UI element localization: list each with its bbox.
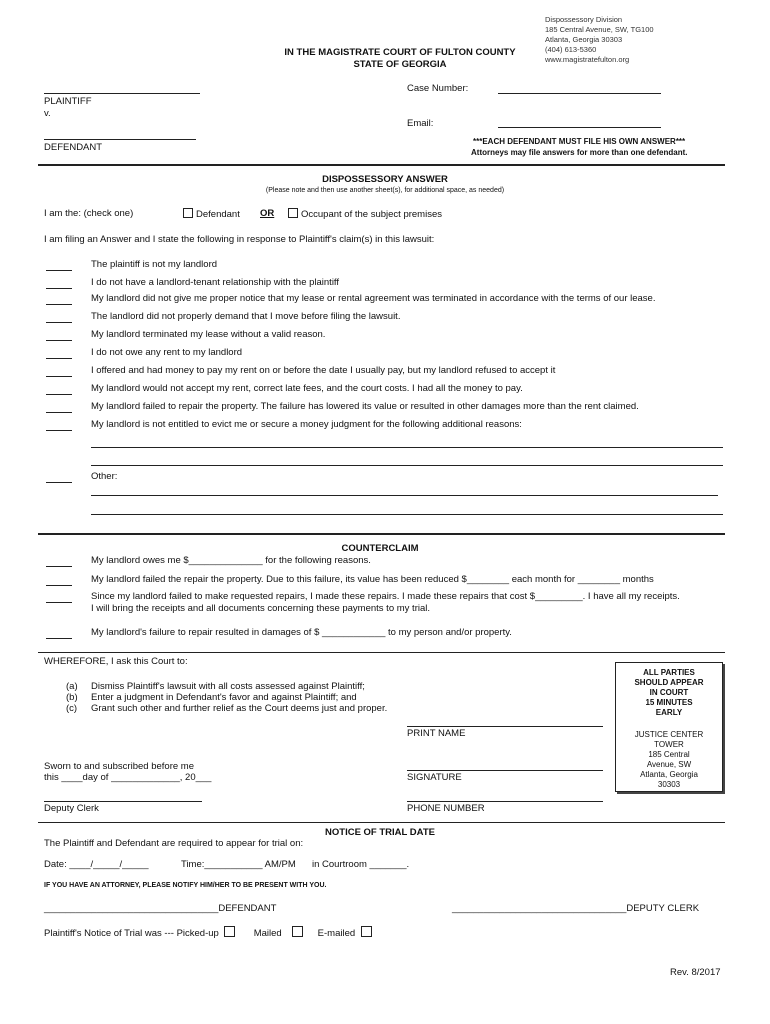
- notice-delivery-row: [44, 926, 375, 940]
- mailed-label: Mailed: [253, 928, 282, 939]
- address-line: www.magistratefulton.org: [545, 55, 630, 64]
- attorney-notify-notice: IF YOU HAVE AN ATTORNEY, PLEASE NOTIFY HIM/HER TO BE PRESENT WITH YOU.: [44, 882, 327, 889]
- answer-item: My landlord failed to repair the property. The failure has lowered its value or resulted in other damages more than the rent claimed.: [91, 401, 639, 412]
- case-number-field[interactable]: [498, 93, 661, 94]
- answer-intro: I am filing an Answer and I state the following in response to Plaintiff's claim(s) in this lawsuit:: [44, 234, 435, 245]
- counterclaim-item: My landlord owes me $______________ for the following reasons.: [91, 555, 371, 566]
- occupant-checkbox[interactable]: [288, 208, 298, 218]
- trial-date-field[interactable]: Date: ____/_____/_____: [44, 859, 149, 870]
- emailed-label: E-mailed: [317, 928, 356, 939]
- wherefore-item: Grant such other and further relief as the Court deems just and proper.: [91, 703, 388, 714]
- phone-number-label: PHONE NUMBER: [407, 803, 485, 814]
- deputy-clerk-label: Deputy Clerk: [44, 803, 99, 814]
- plaintiff-label: PLAINTIFF: [44, 96, 92, 107]
- parties-notice-line: ALL PARTIES: [643, 668, 695, 677]
- answer-item: I do not owe any rent to my landlord: [91, 347, 243, 358]
- answer-item: My landlord would not accept my rent, correct late fees, and the court costs. I had all the money to pay.: [91, 383, 523, 394]
- or-label: OR: [260, 208, 275, 219]
- parties-notice-line: EARLY: [655, 708, 683, 717]
- wherefore-item: Enter a judgment in Defendant's favor and against Plaintiff; and: [91, 692, 357, 703]
- trial-courtroom-field[interactable]: in Courtroom _______.: [312, 859, 410, 870]
- court-title: IN THE MAGISTRATE COURT OF FULTON COUNTY: [284, 47, 516, 58]
- counterclaim-checkline[interactable]: [46, 566, 72, 567]
- plaintiff-line[interactable]: [44, 93, 200, 94]
- answer-item: The landlord did not properly demand that I move before filing the lawsuit.: [91, 311, 401, 322]
- reason-line[interactable]: [91, 465, 723, 466]
- picked-up-checkbox[interactable]: [224, 926, 235, 937]
- versus-label: v.: [44, 108, 51, 119]
- trial-notice-title: NOTICE OF TRIAL DATE: [325, 827, 435, 838]
- other-label: Other:: [91, 471, 118, 482]
- answer-item: The plaintiff is not my landlord: [91, 259, 218, 270]
- emailed-checkbox[interactable]: [361, 926, 372, 937]
- wherefore-letter: (c): [66, 703, 78, 714]
- answer-notice: ***EACH DEFENDANT MUST FILE HIS OWN ANSWER***: [473, 137, 686, 146]
- parties-notice-line: 15 MINUTES: [645, 698, 693, 707]
- parties-notice-line: IN COURT: [649, 688, 689, 697]
- counterclaim-item: My landlord's failure to repair resulted in damages of $ ____________ to my person and/or property.: [91, 627, 512, 638]
- email-field[interactable]: [498, 127, 661, 128]
- courthouse-address-line: Avenue, SW: [646, 760, 692, 769]
- case-number-label: Case Number:: [407, 83, 469, 94]
- counterclaim-item: Since my landlord failed to make requested repairs, I made these repairs. I made these repairs that cost $_________. I have all my receipts.: [91, 591, 680, 602]
- defendant-label: DEFENDANT: [44, 142, 103, 153]
- section-divider: [38, 822, 725, 823]
- court-address: [545, 15, 654, 65]
- phone-number-line[interactable]: [407, 801, 603, 802]
- counterclaim-checkline[interactable]: [46, 585, 72, 586]
- answer-item: I do not have a landlord-tenant relationship with the plaintiff: [91, 277, 340, 288]
- address-line: Dispossessory Division: [545, 15, 623, 24]
- address-line: 185 Central Avenue, SW, TG100: [545, 25, 654, 34]
- email-label: Email:: [407, 118, 434, 129]
- courthouse-address-line: 185 Central: [648, 750, 690, 759]
- occupant-option-label: Occupant of the subject premises: [301, 209, 442, 220]
- answer-checkline[interactable]: [46, 376, 72, 377]
- defendant-line[interactable]: [44, 139, 196, 140]
- state-title: STATE OF GEORGIA: [353, 59, 447, 70]
- counterclaim-title: COUNTERCLAIM: [341, 543, 419, 554]
- deputy-clerk-signature-line[interactable]: _________________________________DEPUTY CLERK: [452, 903, 700, 914]
- deputy-clerk-line[interactable]: [44, 801, 202, 802]
- parties-notice-line: SHOULD APPEAR: [634, 678, 704, 687]
- counterclaim-item: My landlord failed the repair the property. Due to this failure, its value has been reduced $________ each month for ________ months: [91, 574, 654, 585]
- answer-subtitle: (Please note and then use another sheet(s), for additional space, as needed): [265, 187, 505, 194]
- defendant-checkbox[interactable]: [183, 208, 193, 218]
- answer-item: My landlord is not entitled to evict me or secure a money judgment for the following additional reasons:: [91, 419, 522, 430]
- signature-label: SIGNATURE: [407, 772, 462, 783]
- answer-checkline[interactable]: [46, 358, 72, 359]
- courthouse-address-line: 30303: [657, 780, 681, 789]
- other-line[interactable]: [91, 495, 718, 496]
- answer-checkline[interactable]: [46, 412, 72, 413]
- answer-title: DISPOSSESSORY ANSWER: [322, 174, 448, 185]
- reason-line[interactable]: [91, 447, 723, 448]
- answer-item: I offered and had money to pay my rent on or before the date I usually pay, but my landlord refused to accept it: [91, 365, 556, 376]
- sworn-date-text: this ____day of _____________, 20___: [44, 772, 212, 783]
- sworn-text: Sworn to and subscribed before me: [44, 761, 194, 772]
- notice-delivery-label: Plaintiff's Notice of Trial was --- Picked-up: [44, 928, 219, 939]
- answer-checkline[interactable]: [46, 288, 72, 289]
- section-divider: [38, 652, 725, 653]
- trial-intro: The Plaintiff and Defendant are required to appear for trial on:: [44, 838, 304, 849]
- print-name-label: PRINT NAME: [407, 728, 466, 739]
- mailed-checkbox[interactable]: [292, 926, 303, 937]
- other-checkline[interactable]: [46, 482, 72, 483]
- defendant-signature-line[interactable]: _________________________________DEFENDANT: [44, 903, 277, 914]
- wherefore-letter: (a): [66, 681, 78, 692]
- address-line: (404) 613-5360: [545, 45, 597, 54]
- courthouse-address-line: Atlanta, Georgia: [640, 770, 698, 779]
- section-divider: [38, 164, 725, 166]
- counterclaim-item-continued: I will bring the receipts and all documents concerning these payments to my trial.: [91, 603, 430, 614]
- option-occupant[interactable]: [285, 208, 442, 221]
- answer-checkline[interactable]: [46, 430, 72, 431]
- section-divider: [38, 533, 725, 535]
- courthouse-address-line: JUSTICE CENTER: [634, 730, 704, 739]
- address-line: Atlanta, Georgia 30303: [545, 35, 623, 44]
- attorney-notice: Attorneys may file answers for more than one defendant.: [471, 148, 688, 157]
- answer-checkline[interactable]: [46, 340, 72, 341]
- option-defendant[interactable]: [180, 208, 240, 221]
- answer-checkline[interactable]: [46, 322, 72, 323]
- answer-checkline[interactable]: [46, 270, 72, 271]
- all-parties-notice-box: [615, 662, 723, 792]
- wherefore-letter: (b): [66, 692, 78, 703]
- counterclaim-checkline[interactable]: [46, 602, 72, 603]
- answer-checkline[interactable]: [46, 304, 72, 305]
- print-name-line[interactable]: [407, 726, 603, 727]
- defendant-option-label: Defendant: [196, 209, 240, 220]
- counterclaim-checkline[interactable]: [46, 638, 72, 639]
- revision-label: Rev. 8/2017: [670, 967, 721, 978]
- answer-item: My landlord terminated my lease without a valid reason.: [91, 329, 326, 340]
- wherefore-item: Dismiss Plaintiff's lawsuit with all costs assessed against Plaintiff;: [91, 681, 365, 692]
- wherefore-intro: WHEREFORE, I ask this Court to:: [44, 656, 188, 667]
- other-line[interactable]: [91, 514, 723, 515]
- signature-line[interactable]: [407, 770, 603, 771]
- i-am-the-label: I am the: (check one): [44, 208, 134, 219]
- answer-item: My landlord did not give me proper notice that my lease or rental agreement was terminated in accordance with the terms of our lease.: [91, 293, 656, 304]
- trial-time-field[interactable]: Time:___________ AM/PM: [181, 859, 296, 870]
- answer-checkline[interactable]: [46, 394, 72, 395]
- courthouse-address-line: TOWER: [654, 740, 684, 749]
